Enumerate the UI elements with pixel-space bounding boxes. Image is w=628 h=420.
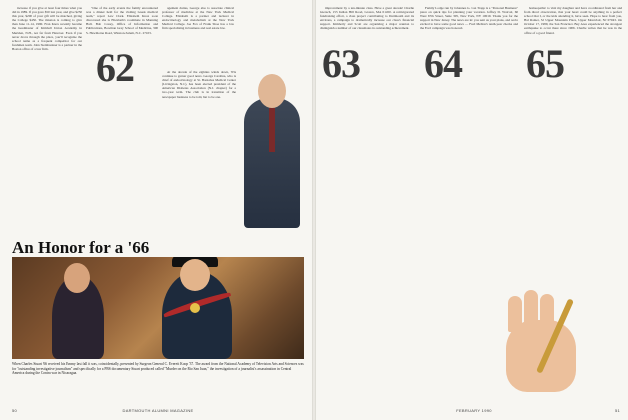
- left-column-2-text: "One of the early events the family encountered was a dinner held for the visiting Greek medical team," report Lew Clark. Elizabeth Knox soon discovered she is Elizabeth's roommate in Manning Hall. Bob Coney, Office of Information and Publications, Bowman Gray School of Medicine, 300 S. Hawthorne Road, Winston-Salem, N.C. 27103.: [86, 6, 158, 35]
- left-column-1: [12, 6, 82, 232]
- class-year-number-63: 63: [322, 41, 360, 86]
- page-number-left: 50: [12, 408, 18, 413]
- left-page: [0, 0, 312, 420]
- magazine-name: DARTMOUTH ALUMNI MAGAZINE: [122, 408, 194, 413]
- right-column-2-text: Family Lodge run by Johannes G. von Trapp is a "Personal Business" piece on quick tips for planning your vacation. Jeffrey D. Wolcott, 60 West 67th Street, Suite 305, New York, NY 10019. Thank you for the support in New Jersey. The news are in: you sent us your plans, and we're excited to have some good news — Fred Mellon's tenth-year checks and the Ford campaign was honored.: [420, 6, 518, 31]
- left-column-3-text: agement duties, George also is associate clinical professor of medicine at the New York Medical College. Elizabeth is a partner and lecturer in endocrinology and metabolism at the New York Medical College. Joe Fox of Frank Shoe has a law firm specializing in business and real estate law.: [162, 6, 234, 31]
- article-headline: An Honor for a '66: [12, 238, 150, 257]
- left-column-1-text: increase if you give at least four times what you did in 1989. If you gave $50 last year, and give $250 this year, $200 of your gift will be matched, giving the College $450. The mission is coming to give than June 11-14, 1990. Fran Knox recently became the headmaster of Kimball Union Academy in Meriden, N.H., not far from Hanover. Even if you never drove through the place, you'll recognize the school name as a frequent competitor for our freshmen team. John Steinbrenner is a partner in the Boston office of a law firm.: [12, 6, 82, 51]
- writing-hand-photo: [486, 290, 606, 400]
- award-photo: [12, 257, 304, 359]
- portrait-photo: [240, 68, 304, 228]
- right-column-3-text: homeopathic to visit my daughter and have coordinated from her and from direct observation, that your heart could be anything in a perfect school that I, or the kids attending it, have seen. Hope to hear from you, Hal Rainer, 52 Upper Mountain Place, Upper Montclair, NJ 07043. On October 17, 1989, the San Francisco Bay Area experienced the strongest earthquake to occur there since 1906. Charlie writes that he was in the office of a good friend.: [524, 6, 622, 35]
- class-year-number: 62: [96, 45, 134, 90]
- left-column-2: [86, 6, 158, 232]
- class-year-number-65: 65: [526, 41, 564, 86]
- left-column-4: [162, 70, 236, 232]
- issue-date: FEBRUARY 1990: [456, 408, 492, 413]
- left-column-3: [162, 6, 234, 66]
- photo-caption: When Charles Stuart '66 received his Emmy last fall it was, coincidentally, presented by Surgeon General C. Everett Koop '37. The award from the National Academy of Television Arts and Sciences was for "outstanding investigative journalism" and specifically for a PBS documentary Stuart produced called "Murder on the Rio San Juan," the investigation of a journalist's assassination in Central America during the Contra war in Nicaragua.: [12, 362, 304, 376]
- page-number-right: 51: [614, 408, 620, 413]
- left-column-4-text: At the decade of the eighties winds down, '63s continue to garner good news. George Carolina, who is chief of endocrinology at St. Barnabas Medical Center (Livingston, N.J.), has been elected president of the American Diabetes Association (N.J. chapter) for a two-year term. The club is in transition of the newspaper business to be told, but to be one.: [162, 70, 236, 99]
- class-year-number-64: 64: [424, 41, 462, 86]
- right-column-1-text: improvement by a ten-minute class. Have a great decade! Charlie Gierach, 155 Indian Hill Road, Groton, MA 01450. A reinvigorated fundraising effort, a class project contributing to Dartmouth and its environs, a campaign to dramatically increase our class's financial support. Kimberly and Scott are organizing a major reunion to distinguish a number of our classmates in outstanding achievement.: [320, 6, 414, 31]
